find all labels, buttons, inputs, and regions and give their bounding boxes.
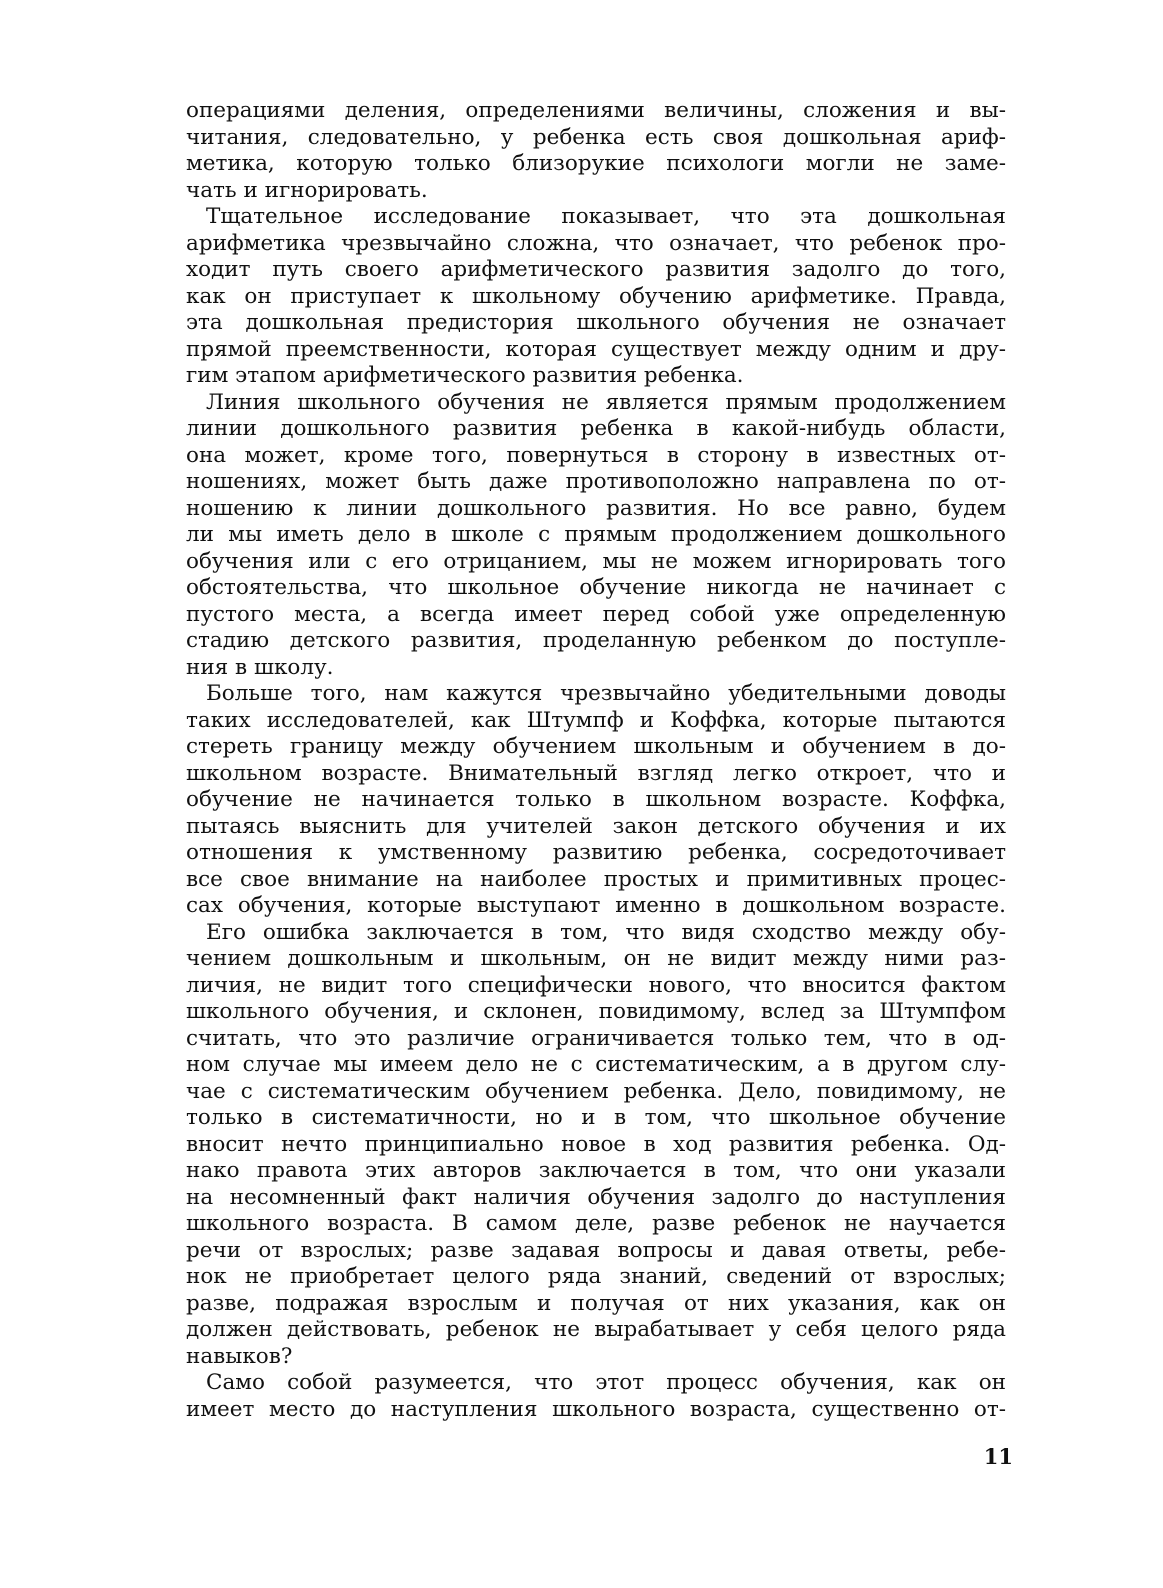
text-line: прямой преемственности, которая существует между одним и дру- [186,336,1006,362]
text-line: обучение не начинается только в школьном возрасте. Коффка, [186,787,1006,812]
text-line: Линия школьного обучения не является прямым продолжением [206,389,1006,415]
text-line: ли мы иметь дело в школе с прямым продолжением дошкольного [186,522,1006,547]
text-line: читания, следовательно, у ребенка есть своя дошкольная ариф- [186,124,1006,150]
text-line: как он приступает к школьному обучению арифметике. Правда, [186,283,1006,309]
text-line: операциями деления, определениями величины, сложения и вы- [186,98,1006,123]
text-line: навыков? [186,1343,293,1369]
text-line: линии дошкольного развития ребенка в какой-нибудь области, [186,416,1006,441]
text-line: Само собой разумеется, что этот процесс обучения, как он [206,1370,1006,1395]
text-line: вносит нечто принципиально новое в ход развития ребенка. Од- [186,1131,1006,1157]
text-line: имеет место до наступления школьного возраста, существенно от- [186,1396,1006,1422]
text-line: она может, кроме того, повернуться в сторону в известных от- [186,442,1006,468]
text-line: сах обучения, которые выступают именно в дошкольном возрасте. [186,893,1006,918]
text-line: на несомненный факт наличия обучения задолго до наступления [186,1184,1006,1210]
text-line: ношениях, может быть даже противоположно направлена по от- [186,469,1006,494]
text-line: пустого места, а всегда имеет перед собой уже определенную [186,601,1006,627]
text-line: чать и игнорировать. [186,177,428,203]
text-line: речи от взрослых; разве задавая вопросы и давая ответы, ребе- [186,1237,1006,1263]
text-line: чением дошкольным и школьным, он не видит между ними раз- [186,946,1006,971]
text-line: отношения к умственному развитию ребенка, сосредоточивает [186,840,1006,865]
text-line: Его ошибка заключается в том, что видя сходство между обу- [206,919,1006,945]
text-line: таких исследователей, как Штумпф и Коффка, которые пытаются [186,707,1006,733]
text-line: стадию детского развития, проделанную ребенком до поступле- [186,628,1006,653]
text-line: нако правота этих авторов заключается в том, что они указали [186,1158,1006,1183]
text-line: школьном возрасте. Внимательный взгляд легко откроет, что и [186,760,1006,786]
text-line: личия, не видит того специфически нового, что вносится фактом [186,972,1006,998]
text-line: нок не приобретает целого ряда знаний, сведений от взрослых; [186,1264,1006,1289]
text-line: гим этапом арифметического развития ребенка. [186,363,744,388]
text-line: все свое внимание на наиболее простых и примитивных процес- [186,866,1006,892]
text-line: эта дошкольная предистория школьного обучения не означает [186,310,1006,335]
text-line: стереть границу между обучением школьным и обучением в до- [186,734,1006,759]
text-line: метика, которую только близорукие психологи могли не заме- [186,151,1006,176]
text-line: считать, что это различие ограничивается только тем, что в од- [186,1025,1006,1051]
text-line: чае с систематическим обучением ребенка. Дело, повидимому, не [186,1078,1006,1104]
text-line: школьного обучения, и склонен, повидимому, вслед за Штумпфом [186,999,1006,1024]
text-line: должен действовать, ребенок не вырабатывает у себя целого ряда [186,1317,1006,1342]
text-line: разве, подражая взрослым и получая от них указания, как он [186,1290,1006,1316]
text-line: Больше того, нам кажутся чрезвычайно убедительными доводы [206,681,1006,706]
text-line: ходит путь своего арифметического развития задолго до того, [186,257,1006,282]
text-line: ном случае мы имеем дело не с систематическим, а в другом слу- [186,1052,1006,1077]
text-line: арифметика чрезвычайно сложна, что означает, что ребенок про- [186,230,1006,256]
body-text [186,98,1006,1423]
text-line: только в систематичности, но и в том, что школьное обучение [186,1105,1006,1130]
text-line: обучения или с его отрицанием, мы не можем игнорировать того [186,548,1006,574]
page-number: 11 [983,1444,1013,1469]
text-line: ния в школу. [186,654,334,680]
text-line: Тщательное исследование показывает, что эта дошкольная [206,204,1006,229]
text-line: ношению к линии дошкольного развития. Но все равно, будем [186,495,1006,521]
text-line: школьного возраста. В самом деле, разве ребенок не научается [186,1211,1006,1236]
text-line: пытаясь выяснить для учителей закон детского обучения и их [186,813,1006,839]
text-line: обстоятельства, что школьное обучение никогда не начинает с [186,575,1006,600]
